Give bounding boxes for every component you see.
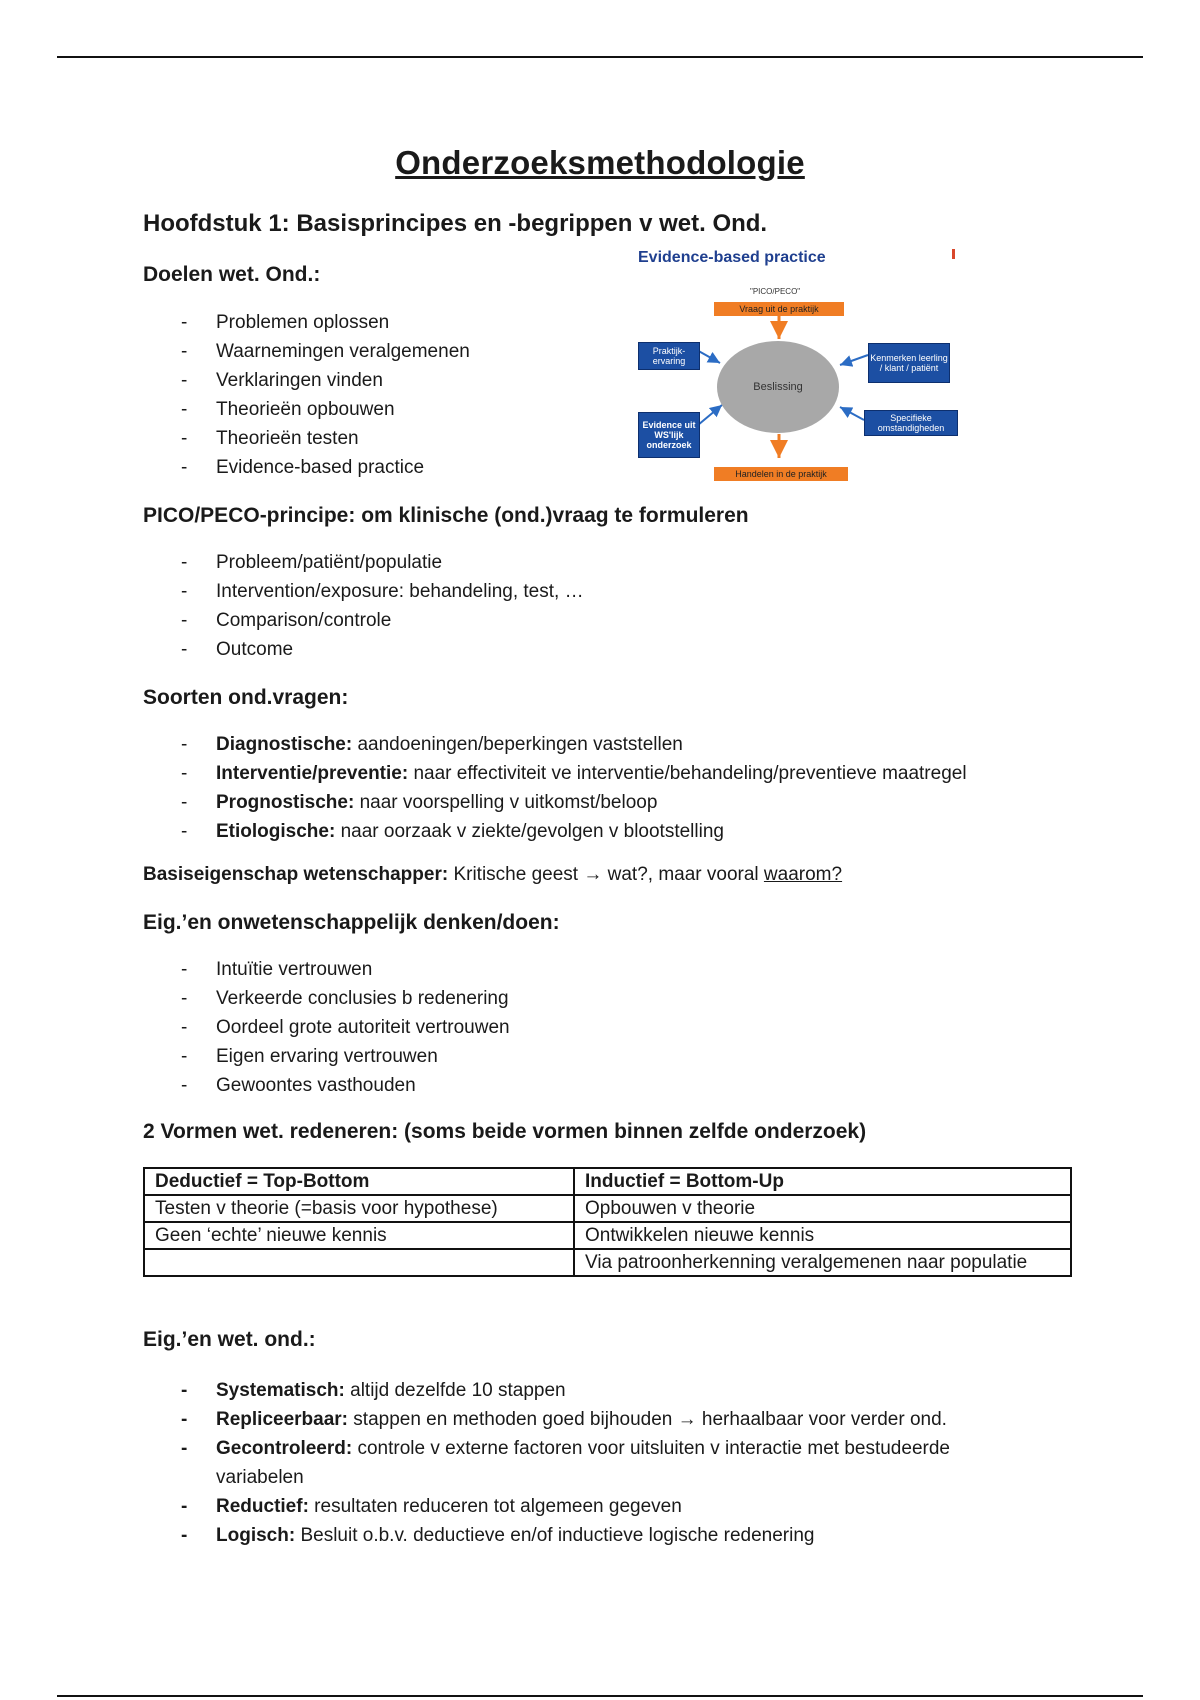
arrow-right-bottom [840, 407, 864, 420]
description: controle v externe factoren voor uitsluiten v interactie met bestudeerde [352, 1438, 950, 1459]
description: Besluit o.b.v. deductieve en/of inductieve logische redenering [295, 1525, 815, 1546]
description: naar effectiviteit ve interventie/behandeling/preventieve maatregel [408, 763, 967, 784]
list-item: - Theorieën testen [175, 424, 470, 453]
table-cell: Opbouwen v theorie [574, 1195, 1071, 1222]
table-cell: Geen ‘echte’ nieuwe kennis [144, 1222, 574, 1249]
list-item: - Problemen oplossen [175, 308, 470, 337]
reasoning-table [143, 1167, 1072, 1277]
goals-heading: Doelen wet. Ond.: [143, 263, 321, 286]
left-bottom-box: Evidence uit WS'lijk onderzoek [638, 412, 700, 458]
pico-heading: PICO/PECO-principe: om klinische (ond.)vraag te formuleren [143, 504, 749, 527]
table-header-row [144, 1168, 1071, 1195]
list-item [175, 1376, 950, 1405]
list-item: - Intervention/exposure: behandeling, test, … [175, 577, 584, 606]
diagram-title: Evidence-based practice [638, 249, 826, 266]
unscientific-list [175, 955, 510, 1100]
top-box: Vraag uit de praktijk [714, 302, 844, 316]
scientist-line [143, 864, 842, 886]
term: Systematisch: [216, 1380, 345, 1401]
list-item: - Verkeerde conclusies b redenering [175, 984, 510, 1013]
list-item: - Eigen ervaring vertrouwen [175, 1042, 510, 1071]
term: Gecontroleerd: [216, 1438, 353, 1459]
list-item-continuation [175, 1463, 950, 1492]
list-item [175, 1434, 950, 1463]
pico-label: "PICO/PECO" [750, 287, 801, 296]
bottom-box: Handelen in de praktijk [714, 467, 848, 481]
list-item: - Gewoontes vasthouden [175, 1071, 510, 1100]
list-item [175, 788, 967, 817]
top-rule [57, 56, 1143, 58]
list-item: - Outcome [175, 635, 584, 664]
scientist-term: Basiseigenschap wetenschapper: [143, 864, 449, 885]
evidence-based-practice-diagram [632, 245, 962, 497]
list-item [175, 817, 967, 846]
list-item [175, 1521, 950, 1550]
term: Interventie/preventie: [216, 763, 409, 784]
chapter-heading: Hoofdstuk 1: Basisprincipes en -begrippen v wet. Ond. [143, 210, 768, 237]
reasoning-heading: 2 Vormen wet. redeneren: (soms beide vormen binnen zelfde onderzoek) [143, 1120, 867, 1143]
bottom-rule [57, 1695, 1143, 1697]
list-item: - Evidence-based practice [175, 453, 470, 482]
list-item: - Theorieën opbouwen [175, 395, 470, 424]
goals-list [175, 308, 470, 482]
pico-list [175, 548, 584, 664]
list-item [175, 730, 967, 759]
properties-list [175, 1376, 950, 1550]
list-item [175, 1492, 950, 1521]
list-item: - Intuïtie vertrouwen [175, 955, 510, 984]
term: Repliceerbaar: [216, 1409, 349, 1430]
description: aandoeningen/beperkingen vaststellen [352, 734, 683, 755]
header-deductive: Deductief = Top-Bottom [144, 1168, 574, 1195]
table-cell: Via patroonherkenning veralgemenen naar populatie [574, 1249, 1071, 1276]
decision-label: Beslissing [753, 381, 803, 393]
page-title: Onderzoeksmethodologie [395, 144, 805, 181]
questions-list [175, 730, 967, 846]
questions-heading: Soorten ond.vragen: [143, 686, 349, 709]
description: stappen en methoden goed bijhouden → herhaalbaar voor verder ond. [348, 1409, 947, 1430]
list-item: - Comparison/controle [175, 606, 584, 635]
description: naar voorspelling v uitkomst/beloop [354, 792, 658, 813]
table-cell: Ontwikkelen nieuwe kennis [574, 1222, 1071, 1249]
properties-heading: Eig.’en wet. ond.: [143, 1328, 316, 1351]
table-row [144, 1195, 1071, 1222]
list-item [175, 759, 967, 788]
table-cell [144, 1249, 574, 1276]
scientist-underlined: waarom? [763, 864, 843, 885]
term: Logisch: [216, 1525, 296, 1546]
unscientific-heading: Eig.’en onwetenschappelijk denken/doen: [143, 911, 560, 934]
table-row [144, 1249, 1071, 1276]
list-item: - Probleem/patiënt/populatie [175, 548, 584, 577]
description: naar oorzaak v ziekte/gevolgen v blootstelling [335, 821, 724, 842]
term: Reductief: [216, 1496, 309, 1517]
decision-ellipse [717, 341, 839, 433]
list-item [175, 1405, 950, 1434]
arrow-left-bottom [698, 405, 722, 425]
header-inductive: Inductief = Bottom-Up [574, 1168, 1071, 1195]
list-item: - Oordeel grote autoriteit vertrouwen [175, 1013, 510, 1042]
term: Diagnostische: [216, 734, 353, 755]
description: altijd dezelfde 10 stappen [344, 1380, 566, 1401]
arrow-right-top [840, 355, 868, 365]
list-item: - Waarnemingen veralgemenen [175, 337, 470, 366]
left-top-box: Praktijk-ervaring [638, 342, 700, 370]
scientist-text: Kritische geest → wat?, maar vooral [448, 864, 764, 885]
right-top-box: Kenmerken leerling / klant / patiënt [868, 343, 950, 383]
description: variabelen [216, 1467, 304, 1488]
table-row [144, 1222, 1071, 1249]
list-item: - Verklaringen vinden [175, 366, 470, 395]
term: Etiologische: [216, 821, 336, 842]
table-cell: Testen v theorie (=basis voor hypothese) [144, 1195, 574, 1222]
description: resultaten reduceren tot algemeen gegeven [308, 1496, 682, 1517]
term: Prognostische: [216, 792, 355, 813]
right-bottom-box: Specifieke omstandigheden [864, 410, 958, 436]
